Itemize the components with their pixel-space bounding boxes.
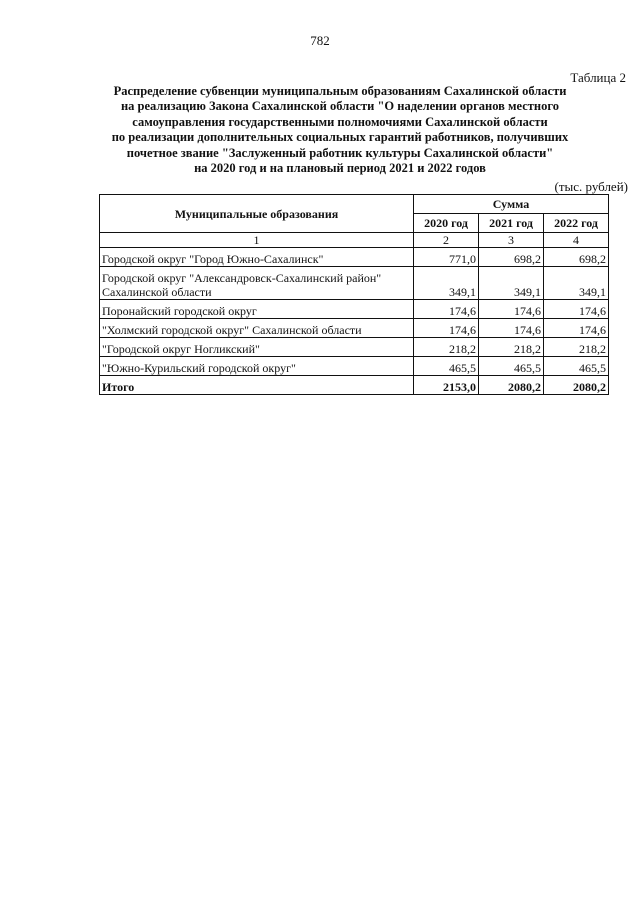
index-row bbox=[100, 233, 609, 248]
municipality-name bbox=[100, 357, 414, 376]
value-2022: 174,6 bbox=[544, 300, 609, 319]
title-line: на реализацию Закона Сахалинской области "О наделении органов местного bbox=[120, 99, 559, 114]
value-2021: 698,2 bbox=[479, 248, 544, 267]
name-line: Сахалинской области bbox=[102, 285, 212, 299]
value-2022: 465,5 bbox=[544, 357, 609, 376]
value-2020: 771,0 bbox=[414, 248, 479, 267]
table-row bbox=[100, 267, 609, 300]
name-line: "Южно-Курильский городской округ" bbox=[102, 361, 296, 375]
value-2020: 174,6 bbox=[414, 319, 479, 338]
value-2020: 174,6 bbox=[414, 300, 479, 319]
value-2021: 465,5 bbox=[479, 357, 544, 376]
units-label: (тыс. рублей) bbox=[554, 179, 628, 194]
value-2022: 218,2 bbox=[544, 338, 609, 357]
value-2022: 349,1 bbox=[544, 267, 609, 300]
municipality-name bbox=[100, 248, 414, 267]
name-line: "Холмский городской округ" Сахалинской области bbox=[102, 323, 362, 337]
header-sum: Сумма bbox=[414, 195, 609, 214]
table-row bbox=[100, 357, 609, 376]
table-row bbox=[100, 248, 609, 267]
title-line: Распределение субвенции муниципальным образованиям Сахалинской области bbox=[113, 84, 567, 98]
index-cell: 1 bbox=[100, 233, 414, 248]
title-line: самоуправления государственными полномочиями Сахалинской области bbox=[132, 114, 548, 129]
name-line: Городской округ "Александровск-Сахалинский район" bbox=[102, 271, 382, 285]
value-2022: 698,2 bbox=[544, 248, 609, 267]
table-row bbox=[100, 319, 609, 338]
total-label: Итого bbox=[100, 376, 414, 395]
municipality-name bbox=[100, 267, 414, 300]
value-2020: 349,1 bbox=[414, 267, 479, 300]
municipality-name bbox=[100, 338, 414, 357]
header-year-2020: 2020 год bbox=[414, 214, 479, 233]
municipality-name bbox=[100, 300, 414, 319]
document-title bbox=[100, 84, 580, 176]
total-2022: 2080,2 bbox=[544, 376, 609, 395]
name-line: "Городской округ Ногликский" bbox=[102, 342, 260, 356]
header-row bbox=[100, 195, 609, 214]
header-year-2021: 2021 год bbox=[479, 214, 544, 233]
value-2021: 218,2 bbox=[479, 338, 544, 357]
title-line: на 2020 год и на плановый период 2021 и 2022 годов bbox=[194, 161, 486, 176]
value-2020: 465,5 bbox=[414, 357, 479, 376]
value-2021: 174,6 bbox=[479, 319, 544, 338]
municipality-name bbox=[100, 319, 414, 338]
title-line: почетное звание "Заслуженный работник культуры Сахалинской области" bbox=[126, 145, 554, 160]
value-2021: 349,1 bbox=[479, 267, 544, 300]
table-reference: Таблица 2 bbox=[570, 70, 626, 85]
header-municipalities: Муниципальные образования bbox=[100, 195, 414, 233]
page-number: 782 bbox=[310, 33, 330, 48]
index-cell: 3 bbox=[479, 233, 544, 248]
name-line: Городской округ "Город Южно-Сахалинск" bbox=[102, 252, 324, 266]
name-line: Поронайский городской округ bbox=[102, 304, 257, 318]
table-row bbox=[100, 300, 609, 319]
value-2022: 174,6 bbox=[544, 319, 609, 338]
header-year-2022: 2022 год bbox=[544, 214, 609, 233]
table-row bbox=[100, 338, 609, 357]
subsidy-table bbox=[99, 194, 609, 395]
index-cell: 2 bbox=[414, 233, 479, 248]
value-2020: 218,2 bbox=[414, 338, 479, 357]
index-cell: 4 bbox=[544, 233, 609, 248]
total-2021: 2080,2 bbox=[479, 376, 544, 395]
total-row bbox=[100, 376, 609, 395]
value-2021: 174,6 bbox=[479, 300, 544, 319]
title-line: по реализации дополнительных социальных гарантий работников, получивших bbox=[111, 130, 569, 145]
total-2020: 2153,0 bbox=[414, 376, 479, 395]
